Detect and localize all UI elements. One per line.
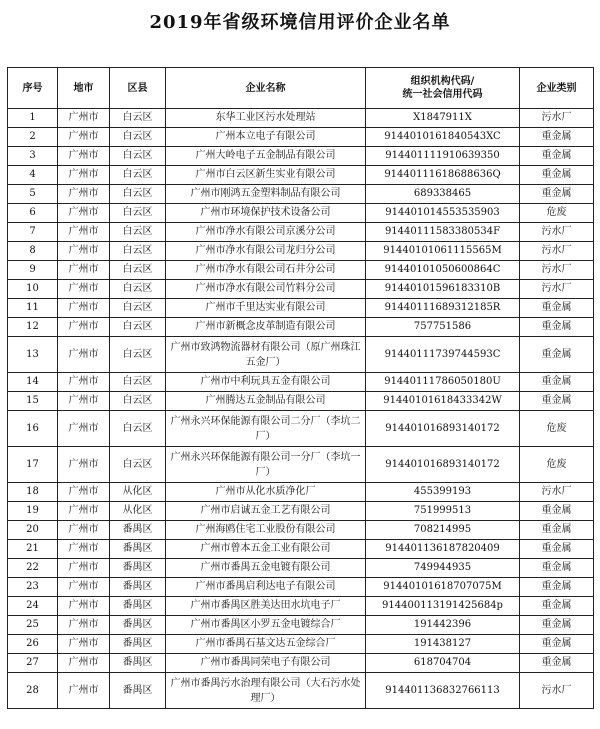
cell-district: 番禺区	[110, 673, 166, 709]
table-row	[8, 616, 594, 635]
cell-company: 广州市千里达实业有限公司	[166, 299, 366, 318]
cell-district: 白云区	[110, 109, 166, 128]
cell-district: 白云区	[110, 318, 166, 337]
cell-district: 白云区	[110, 166, 166, 185]
cell-company: 广州市番禺同荣电子有限公司	[166, 654, 366, 673]
cell-code: 689338465	[366, 185, 520, 204]
table-row	[8, 483, 594, 502]
cell-seq: 25	[8, 616, 58, 635]
cell-code: 91440101061115565M	[366, 242, 520, 261]
cell-seq: 13	[8, 337, 58, 373]
cell-code: 91440101618707075M	[366, 578, 520, 597]
cell-company: 广州市净水有限公司竹料分公司	[166, 280, 366, 299]
cell-category: 污水厂	[520, 242, 594, 261]
table-row	[8, 109, 594, 128]
cell-code: 708214995	[366, 521, 520, 540]
cell-company: 广州市净水有限公司石井分公司	[166, 261, 366, 280]
cell-category: 污水厂	[520, 261, 594, 280]
cell-seq: 26	[8, 635, 58, 654]
cell-district: 番禺区	[110, 578, 166, 597]
cell-code: 91440101618433342W	[366, 392, 520, 411]
cell-city: 广州市	[58, 337, 110, 373]
cell-seq: 3	[8, 147, 58, 166]
cell-company: 广州市启诚五金工艺有限公司	[166, 502, 366, 521]
cell-category: 重金属	[520, 166, 594, 185]
cell-seq: 9	[8, 261, 58, 280]
cell-seq: 24	[8, 597, 58, 616]
cell-code: 91440111618688636Q	[366, 166, 520, 185]
cell-seq: 7	[8, 223, 58, 242]
table-row	[8, 597, 594, 616]
cell-category: 重金属	[520, 318, 594, 337]
cell-district: 白云区	[110, 223, 166, 242]
cell-category: 重金属	[520, 616, 594, 635]
cell-city: 广州市	[58, 299, 110, 318]
cell-city: 广州市	[58, 635, 110, 654]
cell-seq: 14	[8, 373, 58, 392]
table-row	[8, 540, 594, 559]
cell-category: 重金属	[520, 185, 594, 204]
cell-code: 91440111689312185R	[366, 299, 520, 318]
cell-company: 广州腾达五金制品有限公司	[166, 392, 366, 411]
cell-category: 重金属	[520, 373, 594, 392]
cell-seq: 28	[8, 673, 58, 709]
table-body	[8, 109, 594, 709]
cell-code: 455399193	[366, 483, 520, 502]
cell-district: 番禺区	[110, 521, 166, 540]
cell-category: 重金属	[520, 635, 594, 654]
cell-city: 广州市	[58, 616, 110, 635]
cell-code: 618704704	[366, 654, 520, 673]
cell-city: 广州市	[58, 411, 110, 447]
cell-seq: 27	[8, 654, 58, 673]
cell-code: 91440101596183310B	[366, 280, 520, 299]
cell-district: 番禺区	[110, 597, 166, 616]
header-code-line2: 统一社会信用代码	[402, 89, 483, 100]
cell-category: 重金属	[520, 540, 594, 559]
cell-seq: 12	[8, 318, 58, 337]
cell-company: 广州市致鸿物流器材有限公司（原广州珠江五金厂）	[166, 337, 366, 373]
cell-city: 广州市	[58, 392, 110, 411]
cell-code: 914401136187820409	[366, 540, 520, 559]
cell-seq: 16	[8, 411, 58, 447]
cell-city: 广州市	[58, 166, 110, 185]
header-city: 地市	[58, 68, 110, 109]
cell-seq: 11	[8, 299, 58, 318]
cell-city: 广州市	[58, 109, 110, 128]
cell-district: 白云区	[110, 128, 166, 147]
cell-company: 广州市番禺区胜美达田水坑电子厂	[166, 597, 366, 616]
cell-code: 914401136832766113	[366, 673, 520, 709]
cell-city: 广州市	[58, 540, 110, 559]
table-row	[8, 502, 594, 521]
cell-category: 重金属	[520, 521, 594, 540]
cell-company: 广州市新概念皮革制造有限公司	[166, 318, 366, 337]
cell-seq: 17	[8, 447, 58, 483]
cell-city: 广州市	[58, 280, 110, 299]
cell-district: 番禺区	[110, 654, 166, 673]
cell-seq: 21	[8, 540, 58, 559]
cell-category: 危废	[520, 204, 594, 223]
cell-category: 重金属	[520, 299, 594, 318]
table-row	[8, 654, 594, 673]
cell-city: 广州市	[58, 578, 110, 597]
table-row	[8, 373, 594, 392]
cell-district: 白云区	[110, 447, 166, 483]
table-row	[8, 242, 594, 261]
cell-district: 白云区	[110, 242, 166, 261]
cell-city: 广州市	[58, 654, 110, 673]
table-row	[8, 280, 594, 299]
cell-city: 广州市	[58, 483, 110, 502]
cell-company: 广州市曾本五金工业有限公司	[166, 540, 366, 559]
cell-city: 广州市	[58, 242, 110, 261]
cell-city: 广州市	[58, 147, 110, 166]
cell-code: X1847911X	[366, 109, 520, 128]
cell-company: 广州市中利玩具五金有限公司	[166, 373, 366, 392]
enterprise-table	[7, 67, 594, 709]
header-seq: 序号	[8, 68, 58, 109]
cell-seq: 8	[8, 242, 58, 261]
cell-seq: 6	[8, 204, 58, 223]
cell-code: 914401014553535903	[366, 204, 520, 223]
cell-district: 番禺区	[110, 559, 166, 578]
cell-category: 危废	[520, 411, 594, 447]
header-code	[366, 68, 520, 109]
cell-city: 广州市	[58, 128, 110, 147]
table-row	[8, 635, 594, 654]
cell-district: 白云区	[110, 261, 166, 280]
cell-code: 91440111786050180U	[366, 373, 520, 392]
cell-city: 广州市	[58, 447, 110, 483]
cell-company: 广州市刚鸿五金塑料制品有限公司	[166, 185, 366, 204]
cell-code: 914401016893140172	[366, 411, 520, 447]
cell-district: 白云区	[110, 280, 166, 299]
cell-company: 广州市环境保护技术设备公司	[166, 204, 366, 223]
cell-company: 广州海鸥住宅工业股份有限公司	[166, 521, 366, 540]
cell-category: 危废	[520, 447, 594, 483]
table-header-row	[8, 68, 594, 109]
table-row	[8, 147, 594, 166]
cell-code: 91440111583380534F	[366, 223, 520, 242]
table-row	[8, 223, 594, 242]
cell-district: 番禺区	[110, 540, 166, 559]
cell-code: 191438127	[366, 635, 520, 654]
cell-category: 重金属	[520, 654, 594, 673]
cell-district: 白云区	[110, 373, 166, 392]
cell-code: 9144010161840543XC	[366, 128, 520, 147]
cell-city: 广州市	[58, 597, 110, 616]
table-row	[8, 578, 594, 597]
table-row	[8, 185, 594, 204]
cell-company: 广州市番禺启利达电子有限公司	[166, 578, 366, 597]
cell-district: 白云区	[110, 299, 166, 318]
cell-city: 广州市	[58, 373, 110, 392]
table-row	[8, 204, 594, 223]
cell-city: 广州市	[58, 204, 110, 223]
header-code-line1: 组织机构代码/	[410, 76, 475, 87]
cell-seq: 2	[8, 128, 58, 147]
cell-code: 91440111739744593C	[366, 337, 520, 373]
cell-seq: 19	[8, 502, 58, 521]
cell-code: 914401111910639350	[366, 147, 520, 166]
header-category: 企业类别	[520, 68, 594, 109]
cell-city: 广州市	[58, 185, 110, 204]
cell-category: 重金属	[520, 392, 594, 411]
cell-code: 749944935	[366, 559, 520, 578]
cell-category: 污水厂	[520, 109, 594, 128]
cell-district: 从化区	[110, 483, 166, 502]
table-row	[8, 392, 594, 411]
cell-code: 757751586	[366, 318, 520, 337]
cell-district: 白云区	[110, 392, 166, 411]
cell-code: 751999513	[366, 502, 520, 521]
cell-category: 重金属	[520, 147, 594, 166]
cell-category: 污水厂	[520, 483, 594, 502]
table-row	[8, 299, 594, 318]
cell-district: 番禺区	[110, 616, 166, 635]
cell-seq: 18	[8, 483, 58, 502]
table-row	[8, 447, 594, 483]
cell-category: 重金属	[520, 578, 594, 597]
table-row	[8, 411, 594, 447]
cell-company: 东华工业区污水处理站	[166, 109, 366, 128]
cell-company: 广州大岭电子五金制品有限公司	[166, 147, 366, 166]
cell-code: 191442396	[366, 616, 520, 635]
cell-district: 番禺区	[110, 635, 166, 654]
cell-district: 从化区	[110, 502, 166, 521]
cell-district: 白云区	[110, 411, 166, 447]
cell-seq: 23	[8, 578, 58, 597]
cell-company: 广州市净水有限公司京溪分公司	[166, 223, 366, 242]
table-row	[8, 318, 594, 337]
table-row	[8, 128, 594, 147]
cell-company: 广州市白云区新生实业有限公司	[166, 166, 366, 185]
cell-district: 白云区	[110, 185, 166, 204]
cell-company: 广州永兴环保能源有限公司二分厂（李坑二厂）	[166, 411, 366, 447]
cell-company: 广州市从化水质净化厂	[166, 483, 366, 502]
cell-category: 污水厂	[520, 223, 594, 242]
table-row	[8, 166, 594, 185]
cell-category: 重金属	[520, 128, 594, 147]
cell-seq: 10	[8, 280, 58, 299]
cell-company: 广州市番禺区小罗五金电镀综合厂	[166, 616, 366, 635]
cell-city: 广州市	[58, 318, 110, 337]
cell-code: 914401016893140172	[366, 447, 520, 483]
table-row	[8, 559, 594, 578]
cell-company: 广州市番禺五金电镀有限公司	[166, 559, 366, 578]
cell-category: 重金属	[520, 337, 594, 373]
cell-district: 白云区	[110, 147, 166, 166]
cell-seq: 4	[8, 166, 58, 185]
header-company: 企业名称	[166, 68, 366, 109]
cell-district: 白云区	[110, 337, 166, 373]
cell-city: 广州市	[58, 559, 110, 578]
header-district: 区县	[110, 68, 166, 109]
cell-company: 广州本立电子有限公司	[166, 128, 366, 147]
cell-city: 广州市	[58, 223, 110, 242]
cell-seq: 22	[8, 559, 58, 578]
table-row	[8, 261, 594, 280]
cell-company: 广州市番禺石基文达五金综合厂	[166, 635, 366, 654]
cell-city: 广州市	[58, 521, 110, 540]
cell-category: 重金属	[520, 597, 594, 616]
cell-company: 广州市番禺污水治理有限公司（大石污水处理厂）	[166, 673, 366, 709]
table-row	[8, 673, 594, 709]
cell-city: 广州市	[58, 673, 110, 709]
document-title: 2019年省级环境信用评价企业名单	[149, 12, 451, 33]
cell-city: 广州市	[58, 261, 110, 280]
table-row	[8, 337, 594, 373]
cell-category: 污水厂	[520, 280, 594, 299]
cell-seq: 20	[8, 521, 58, 540]
cell-code: 914400113191425684p	[366, 597, 520, 616]
cell-company: 广州永兴环保能源有限公司一分厂（李坑一厂）	[166, 447, 366, 483]
cell-category: 重金属	[520, 559, 594, 578]
cell-city: 广州市	[58, 502, 110, 521]
cell-code: 91440101050600864C	[366, 261, 520, 280]
cell-seq: 5	[8, 185, 58, 204]
cell-seq: 1	[8, 109, 58, 128]
cell-district: 白云区	[110, 204, 166, 223]
cell-category: 重金属	[520, 502, 594, 521]
cell-seq: 15	[8, 392, 58, 411]
table-row	[8, 521, 594, 540]
cell-category: 污水厂	[520, 673, 594, 709]
cell-company: 广州市净水有限公司龙归分公司	[166, 242, 366, 261]
